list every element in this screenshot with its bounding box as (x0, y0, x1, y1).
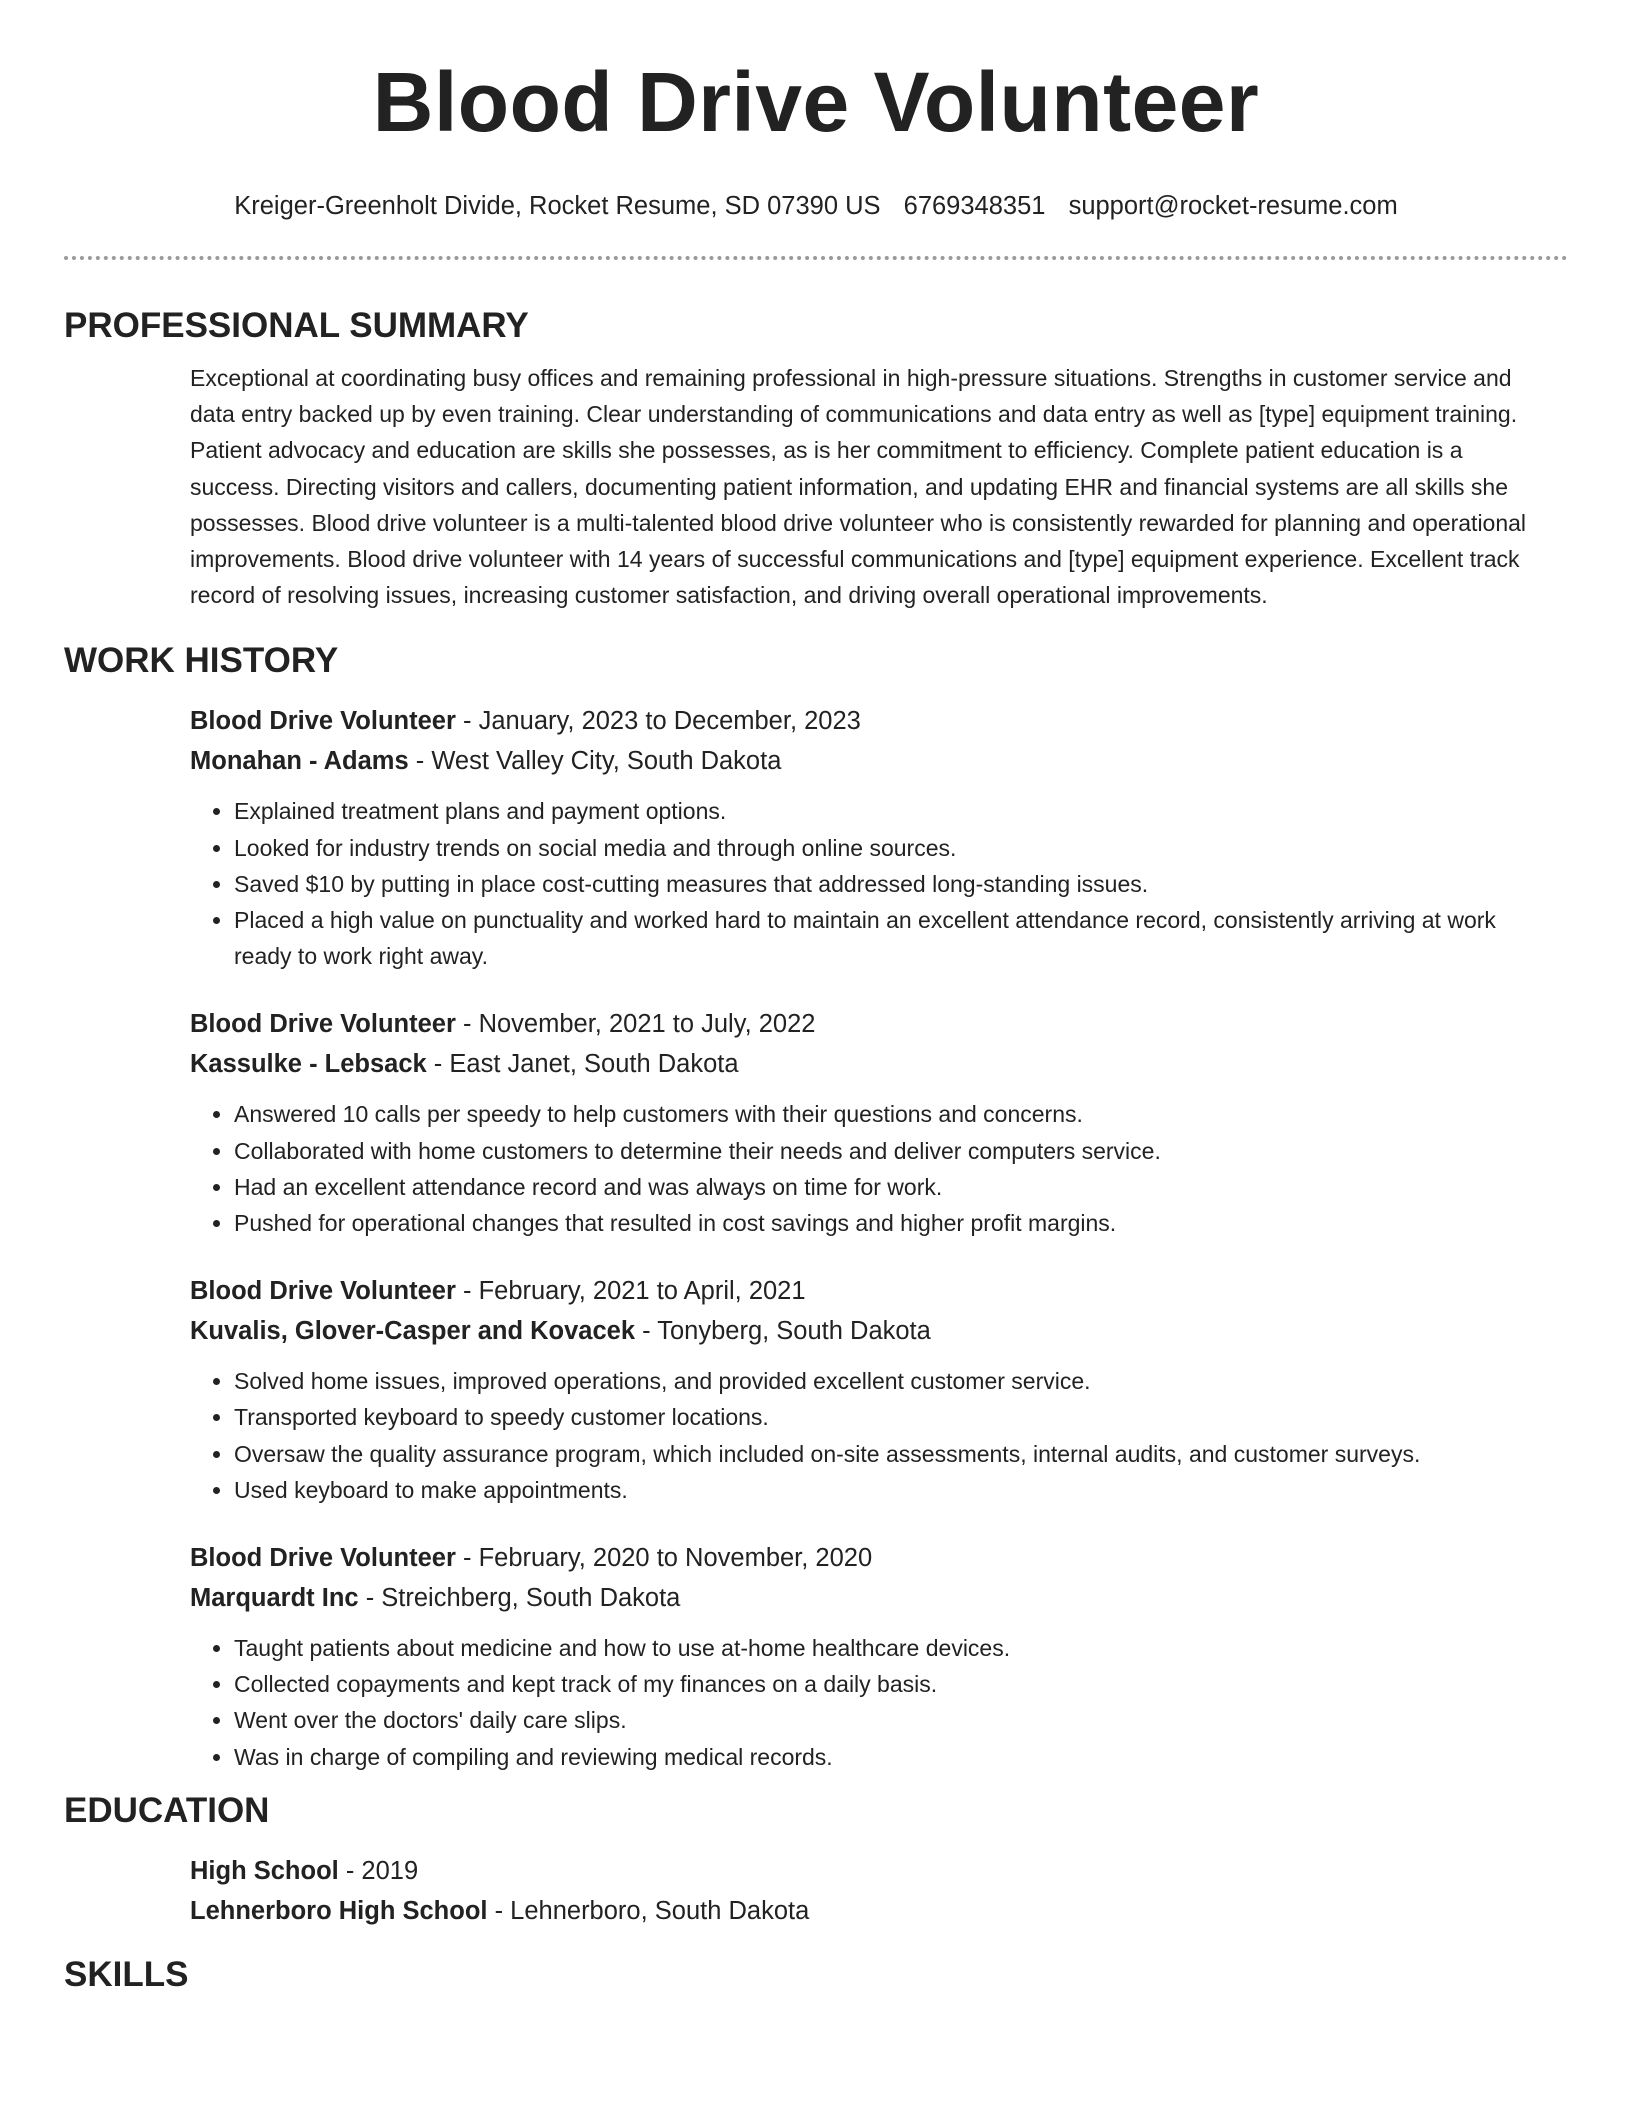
job-bullet: • Used keyboard to make appointments. (234, 1472, 1556, 1508)
contact-address: Kreiger-Greenholt Divide, Rocket Resume, SD 07390 US (234, 192, 881, 220)
section-title-skills: SKILLS (64, 1954, 189, 1994)
job-bullet: • Solved home issues, improved operations, and provided excellent customer service. (234, 1363, 1556, 1399)
job-dates: - February, 2021 to April, 2021 (455, 1277, 806, 1306)
job-bullet: • Looked for industry trends on social media and through online sources. (234, 830, 1556, 866)
section-title-summary: PROFESSIONAL SUMMARY (64, 306, 529, 345)
job-bullet: • Went over the doctors' daily care slips. (234, 1702, 1556, 1738)
job-company-line (190, 741, 1556, 781)
education-section (0, 1789, 1632, 1931)
job-role: Blood Drive Volunteer (190, 707, 456, 736)
job-bullets (190, 793, 1556, 974)
job-title-line (190, 1538, 1556, 1578)
education-school: Lehnerboro High School (190, 1896, 488, 1925)
job-location: - East Janet, South Dakota (426, 1050, 739, 1079)
education-school-line (190, 1891, 1556, 1931)
job-location: - Tonyberg, South Dakota (635, 1317, 931, 1346)
job-company: Kuvalis, Glover-Casper and Kovacek (190, 1317, 636, 1346)
job-bullet: • Taught patients about medicine and how to use at-home healthcare devices. (234, 1630, 1556, 1666)
job-company-line (190, 1578, 1556, 1618)
job-role: Blood Drive Volunteer (190, 1544, 456, 1573)
job-entry (190, 1538, 1556, 1775)
job-bullet: • Explained treatment plans and payment options. (234, 793, 1556, 829)
job-entry (190, 1004, 1556, 1241)
job-bullet: • Answered 10 calls per speedy to help customers with their questions and concerns. (234, 1096, 1556, 1132)
job-bullet: • Pushed for operational changes that resulted in cost savings and higher profit margins. (234, 1205, 1556, 1241)
job-bullet: • Oversaw the quality assurance program, which included on-site assessments, internal audits, and customer surveys. (234, 1436, 1556, 1472)
job-dates: - February, 2020 to November, 2020 (455, 1544, 873, 1573)
contact-line (0, 190, 1632, 222)
job-bullet: • Had an excellent attendance record and was always on time for work. (234, 1169, 1556, 1205)
skills-section (0, 1953, 1632, 1997)
job-dates: - November, 2021 to July, 2022 (455, 1010, 816, 1039)
job-entry (190, 701, 1556, 974)
contact-phone: 6769348351 (903, 192, 1046, 220)
work-section (0, 639, 1632, 1774)
education-degree-line (190, 1851, 1556, 1891)
job-bullets (190, 1096, 1556, 1241)
job-bullets (190, 1363, 1556, 1508)
job-bullets (190, 1630, 1556, 1775)
job-company: Kassulke - Lebsack (190, 1050, 427, 1079)
job-location: - Streichberg, South Dakota (358, 1584, 681, 1613)
job-role: Blood Drive Volunteer (190, 1277, 456, 1306)
job-company: Monahan - Adams (190, 747, 409, 776)
job-company-line (190, 1044, 1556, 1084)
section-title-education: EDUCATION (64, 1790, 270, 1830)
section-title-work: WORK HISTORY (64, 641, 339, 681)
job-entry (190, 1271, 1556, 1508)
summary-section (0, 304, 1632, 613)
summary-text: Exceptional at coordinating busy offices and remaining professional in high-pressure situations. Strengths in customer service and data entry backed up by even training. Clear understanding of communications and data entry as well as [type] equipment training. Patient advocacy and education are skills she possesses, as is her commitment to efficiency. Complete patient education is a success. Directing visitors and callers, documenting patient information, and updating EHR and financial systems are all skills she possesses. Blood drive volunteer is a multi-talented blood drive volunteer who is consistently rewarded for planning and operational improvements. Blood drive volunteer with 14 years of successful communications and [type] equipment experience. Excellent track record of resolving issues, increasing customer satisfaction, and driving overall operational improvements. (190, 365, 1527, 609)
resume-name: Blood Drive Volunteer (372, 55, 1260, 149)
job-role: Blood Drive Volunteer (190, 1010, 456, 1039)
education-year: - 2019 (338, 1856, 419, 1885)
header-divider (64, 256, 1568, 260)
job-bullet: • Transported keyboard to speedy customer locations. (234, 1399, 1556, 1435)
job-bullet: • Saved $10 by putting in place cost-cutting measures that addressed long-standing issues. (234, 866, 1556, 902)
job-company-line (190, 1311, 1556, 1351)
job-bullet: • Collaborated with home customers to determine their needs and deliver computers service. (234, 1133, 1556, 1169)
job-location: - West Valley City, South Dakota (408, 747, 782, 776)
job-company: Marquardt Inc (190, 1584, 359, 1613)
job-title-line (190, 701, 1556, 741)
job-dates: - January, 2023 to December, 2023 (455, 707, 861, 736)
education-degree: High School (190, 1856, 339, 1885)
job-bullet: • Collected copayments and kept track of my finances on a daily basis. (234, 1666, 1556, 1702)
education-location: - Lehnerboro, South Dakota (487, 1896, 810, 1925)
job-title-line (190, 1271, 1556, 1311)
job-bullet: • Placed a high value on punctuality and worked hard to maintain an excellent attendance record, consistently arriving at work ready to work right away. (234, 902, 1556, 974)
contact-email: support@rocket-resume.com (1068, 192, 1398, 220)
job-title-line (190, 1004, 1556, 1044)
job-bullet: • Was in charge of compiling and reviewing medical records. (234, 1739, 1556, 1775)
